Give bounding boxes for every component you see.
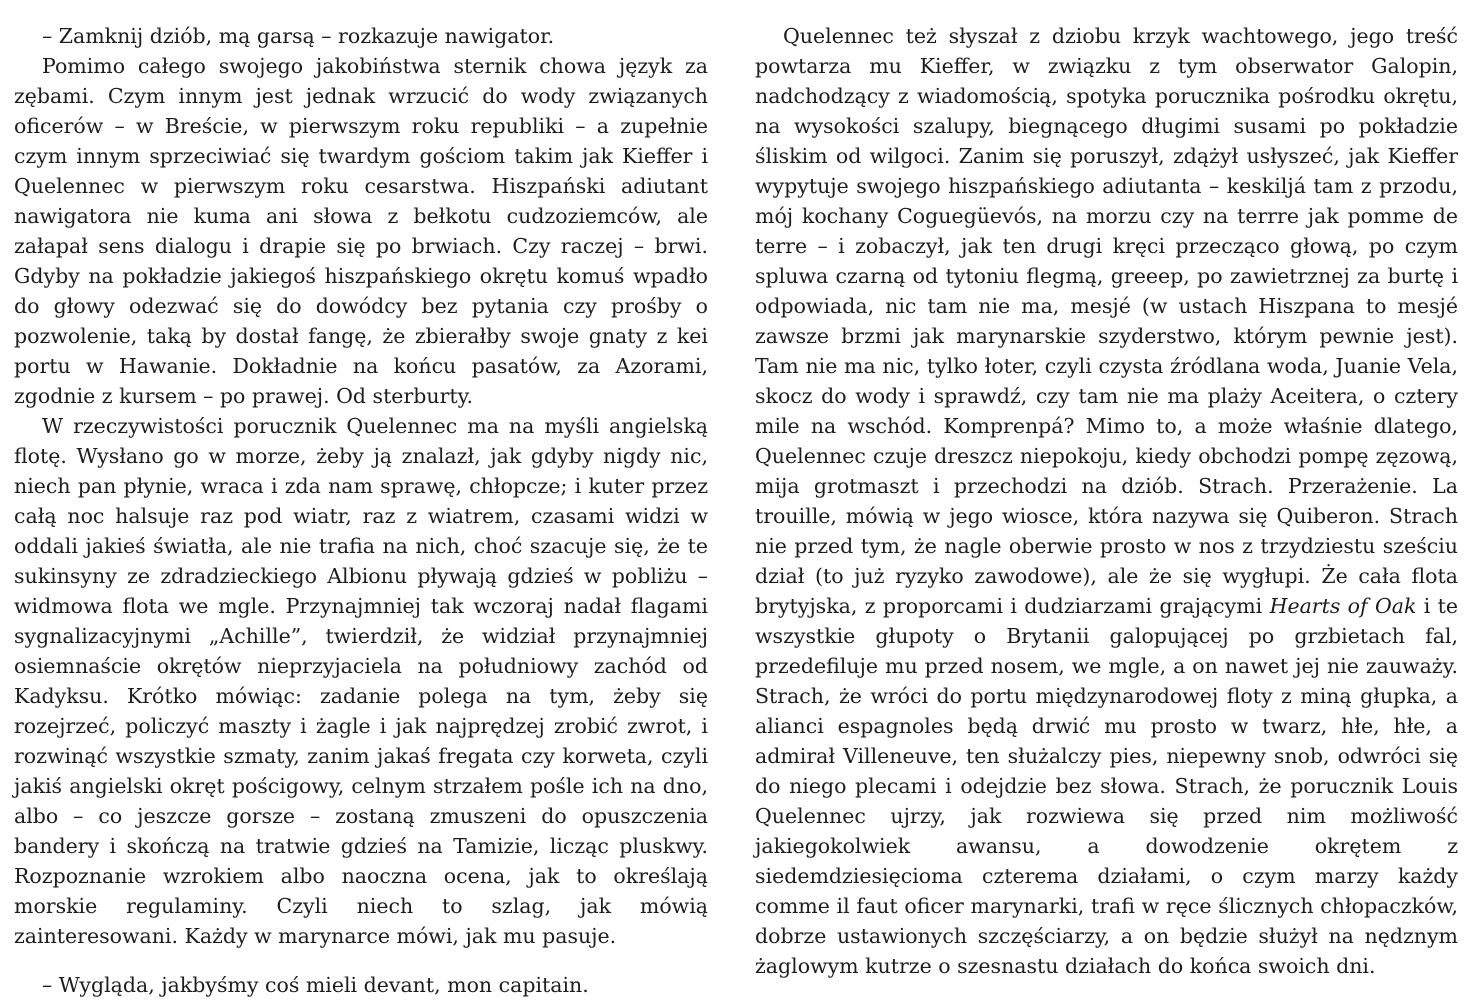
paragraph xyxy=(14,411,708,951)
paragraph xyxy=(14,51,708,411)
text-run: – Wygląda, jakbyśmy coś mieli devant, mon capitain. xyxy=(42,973,589,997)
italic-text-run: Hearts of Oak xyxy=(1269,594,1417,618)
text-run: – Zamknij dziób, mą garsą – rozkazuje nawigator. xyxy=(42,24,555,48)
paragraph xyxy=(14,970,708,1000)
text-run: W rzeczywistości porucznik Quelennec ma na myśli angielską flotę. Wysłano go w morze, żeby ją znalazł, jak gdyby nigdy nic, niech pan płynie, wraca i zda nam sprawę, chłopcze; i kuter przez całą noc halsuje raz pod wiatr, raz z wiatrem, czasami widzi w oddali jakieś światła, ale nie trafia na nich, choć szacuje się, że te sukinsyny ze zdradzieckiego Albionu pływają gdzieś w pobliżu – widmowa flota we mgle. Przynajmniej tak wczoraj nadał flagami sygnalizacyjnymi „Achille”, twierdził, że widział przynajmniej osiemnaście okrętów nieprzyjaciela na południowy zachód od Kadyksu. Krótko mówiąc: zadanie polega na tym, żeby się rozejrzeć, policzyć maszty i żagle i jak najprędzej zrobić zwrot, i rozwinąć wszystkie szmaty, zanim jakaś fregata czy korweta, czyli jakiś angielski okręt pościgowy, celnym strzałem pośle ich na dno, albo – co jeszcze gorsze – zostaną zmuszeni do opuszczenia bandery i skończą na tratwie gdzieś na Tamizie, licząc pluskwy. Rozpoznanie wzrokiem albo naoczna ocena, jak to określają morskie regulaminy. Czyli niech to szlag, jak mówią zainteresowani. Każdy w marynarce mówi, jak mu pasuje. xyxy=(14,414,708,948)
text-column-right xyxy=(755,21,1458,978)
text-column-left xyxy=(14,21,708,997)
paragraph xyxy=(755,21,1458,981)
text-run: Quelennec też słyszał z dziobu krzyk wachtowego, jego treść powtarza mu Kieffer, w związku z tym obserwator Galopin, nadchodzący z wiadomością, spotyka porucznika pośrodku okrętu, na wysokości szalupy, biegnącego długimi susami po pokładzie śliskim od wilgoci. Zanim się poruszył, zdążył usłyszeć, jak Kieffer wypytuje swojego hiszpańskiego adiutanta – keskiljá tam z przodu, mój kochany Coguegüevós, na morzu czy na terrre jak pomme de terre – i zobaczył, jak ten drugi kręci przecząco głową, po czym spluwa czarną od tytoniu flegmą, greeep, po zawietrznej za burtę i odpowiada, nic tam nie ma, mesjé (w ustach Hiszpana to mesjé zawsze brzmi jak marynarskie szyderstwo, którym pewnie jest). Tam nie ma nic, tylko łoter, czyli czysta źródlana woda, Juanie Vela, skocz do wody i sprawdź, czy tam nie ma plaży Aceitera, o cztery mile na wschód. Komprenpá? Mimo to, a może właśnie dlatego, Quelennec czuje dreszcz niepokoju, kiedy obchodzi pompę zęzową, mija grotmaszt i przechodzi na dziób. Strach. Przerażenie. La trouille, mówią w jego wiosce, która nazywa się Quiberon. Strach nie przed tym, że nagle oberwie prosto w nos z trzydziestu sześciu dział (to już ryzyko zawodowe), ale że się wygłupi. Że cała flota brytyjska, z proporcami i dudziarzami grającymi xyxy=(755,24,1458,618)
text-run: Pomimo całego swojego jakobiństwa sternik chowa język za zębami. Czym innym jest jednak wrzucić do wody związanych oficerów – w Breście, w pierwszym roku republiki – a zupełnie czym innym sprzeciwiać się twardym gościom takim jak Kieffer i Quelennec w pierwszym roku cesarstwa. Hiszpański adiutant nawigatora nie kuma ani słowa z bełkotu cudzoziemców, ale załapał sens dialogu i drapie się po brwiach. Czy raczej – brwi. Gdyby na pokładzie jakiegoś hiszpańskiego okrętu komuś wpadło do głowy odezwać się do dowódcy bez pytania czy prośby o pozwolenie, taką by dostał fangę, że zbierałby swoje gnaty z kei portu w Hawanie. Dokładnie na końcu pasatów, za Azorami, zgodnie z kursem – po prawej. Od sterburty. xyxy=(14,54,708,408)
paragraph xyxy=(14,21,708,51)
text-run: i te wszystkie głupoty o Brytanii galopującej po grzbietach fal, przedefiluje mu przed nosem, we mgle, a on nawet jej nie zauważy. Strach, że wróci do portu międzynarodowej floty z miną głupka, a alianci espagnoles będą drwić mu prosto w twarz, hłe, hłe, a admirał Villeneuve, ten służalczy pies, niepewny snob, odwróci się do niego plecami i odejdzie bez słowa. Strach, że porucznik Louis Quelennec ujrzy, jak rozwiewa się przed nim możliwość jakiegokolwiek awansu, a dowodzenie okrętem z siedemdziesięcioma czterema działami, o czym marzy każdy comme il faut oficer marynarki, trafi w ręce ślicznych chłopaczków, dobrze ustawionych szczęściarzy, a on będzie służył na nędznym żaglowym kutrze o szesnastu działach do końca swoich dni. xyxy=(755,594,1458,978)
